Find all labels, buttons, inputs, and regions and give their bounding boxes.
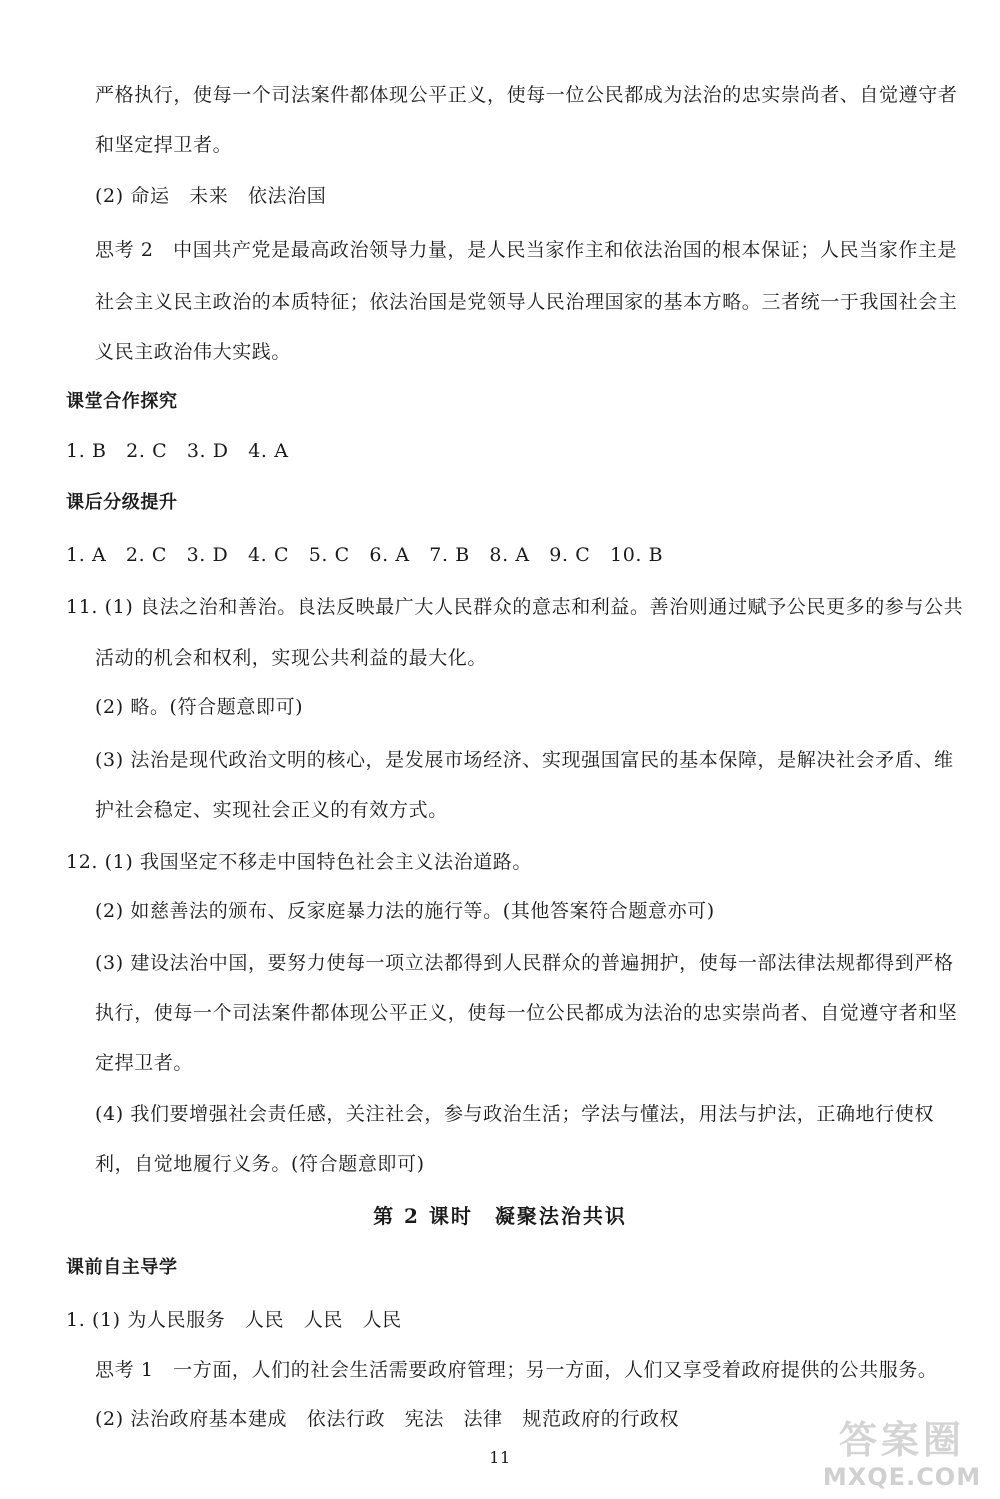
text-line: 护社会稳定、实现社会正义的有效方式。 — [95, 799, 448, 821]
text-line: 定捍卫者。 — [95, 1052, 194, 1074]
text-line: 1. (1) 为人民服务 人民 人民 人民 — [66, 1309, 402, 1331]
text-line: (2) 命运 未来 依法治国 — [95, 185, 327, 207]
text-line: (2) 如慈善法的颁布、反家庭暴力法的施行等。(其他答案符合题意亦可) — [95, 900, 715, 922]
text-line: 执行，使每一个司法案件都体现公平正义，使每一位公民都成为法治的忠实崇尚者、自觉遵守者和坚 — [95, 1002, 958, 1024]
text-line: 义民主政治伟大实践。 — [95, 341, 292, 363]
text-line: 社会主义民主政治的本质特征；依法治国是党领导人民治理国家的基本方略。三者统一于我国社会主 — [95, 291, 958, 313]
text-line: (2) 法治政府基本建成 依法行政 宪法 法律 规范政府的行政权 — [95, 1408, 680, 1430]
text-line: 思考 2 中国共产党是最高政治领导力量，是人民当家作主和依法治国的根本保证；人民当家作主是 — [95, 239, 958, 261]
text-line: 严格执行，使每一个司法案件都体现公平正义，使每一位公民都成为法治的忠实崇尚者、自觉遵守者 — [95, 84, 958, 106]
text-line: 思考 1 一方面，人们的社会生活需要政府管理；另一方面，人们又享受着政府提供的公共服务。 — [95, 1359, 938, 1381]
text-line: (3) 建设法治中国，要努力使每一项立法都得到人民群众的普遍拥护，使每一部法律法规都得到严格 — [95, 952, 954, 974]
answer-line: 1. A 2. C 3. D 4. C 5. C 6. A 7. B 8. A 9. C 10. B — [66, 544, 664, 566]
watermark-logo — [812, 1418, 992, 1494]
section-heading: 课后分级提升 — [66, 492, 178, 513]
section-heading: 课堂合作探究 — [66, 391, 178, 412]
text-line: (4) 我们要增强社会责任感，关注社会，参与政治生活；学法与懂法，用法与护法，正确地行使权 — [95, 1103, 934, 1125]
text-line: 12. (1) 我国坚定不移走中国特色社会主义法治道路。 — [66, 851, 533, 873]
text-line: 活动的机会和权利，实现公共利益的最大化。 — [95, 647, 488, 669]
answer-line: 1. B 2. C 3. D 4. A — [66, 440, 289, 462]
text-line: 11. (1) 良法之治和善治。良法反映最广大人民群众的意志和利益。善治则通过赋予公民更多的参与公共 — [66, 596, 964, 618]
text-line: 和坚定捍卫者。 — [95, 134, 233, 156]
page-number: 11 — [489, 1448, 511, 1467]
text-line: 利，自觉地履行义务。(符合题意即可) — [95, 1153, 425, 1175]
watermark-bottom: MXQE.COM — [822, 1463, 982, 1491]
lesson-title: 第 2 课时 凝聚法治共识 — [373, 1204, 627, 1228]
text-line: (3) 法治是现代政治文明的核心，是发展市场经济、实现强国富民的基本保障，是解决社会矛盾、维 — [95, 749, 954, 771]
watermark-top: 答案圈 — [838, 1418, 965, 1462]
section-heading: 课前自主导学 — [66, 1257, 178, 1278]
text-line: (2) 略。(符合题意即可) — [95, 696, 304, 718]
